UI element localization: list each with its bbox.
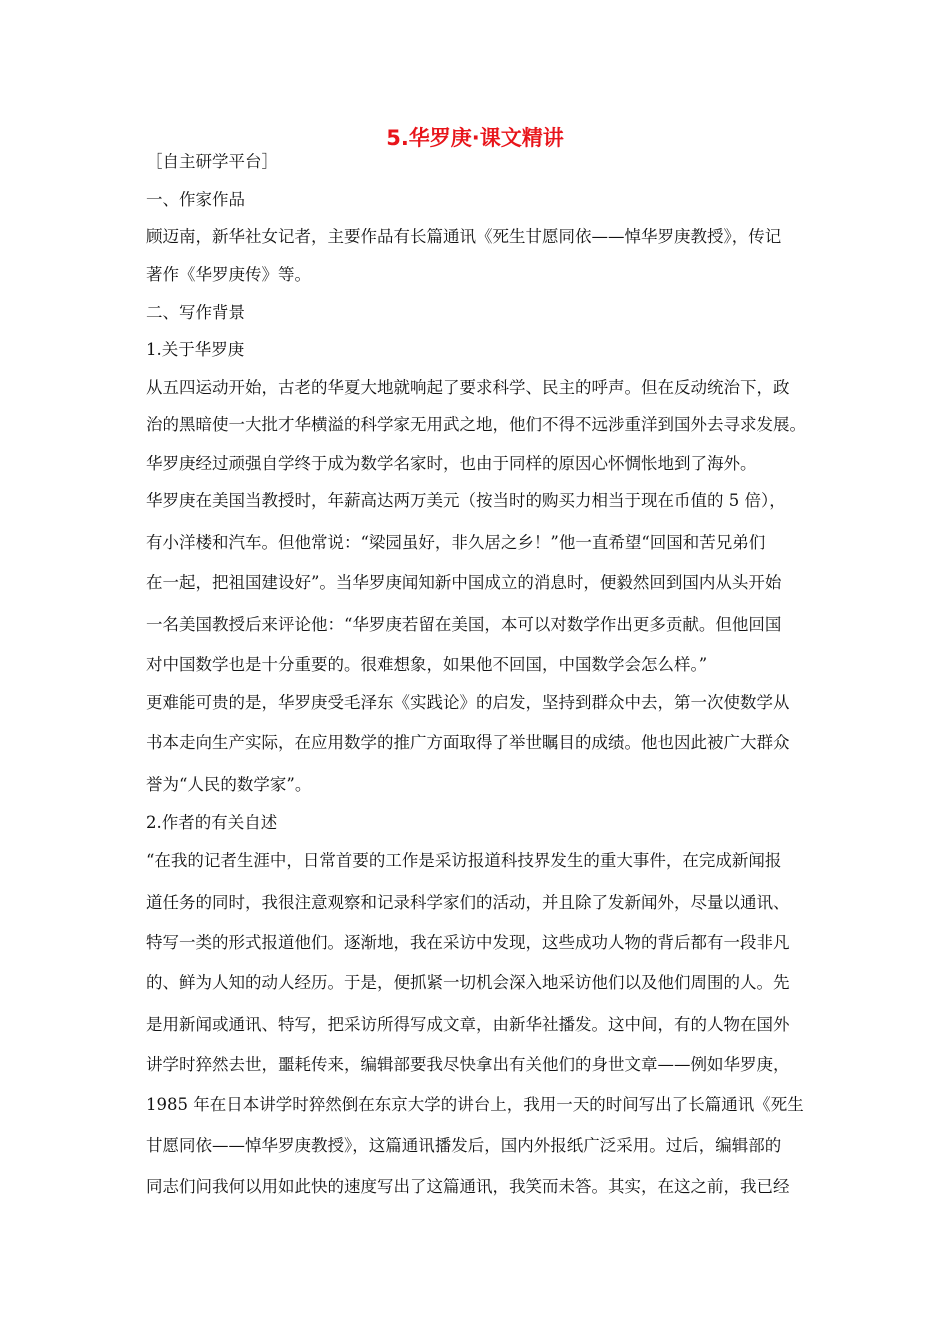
- subheading: 1.关于华罗庚: [146, 340, 245, 359]
- body-line: 华罗庚经过顽强自学终于成为数学名家时，也由于同样的原因心怀惆怅地到了海外。: [146, 454, 757, 473]
- body-line: 治的黑暗使一大批才华横溢的科学家无用武之地，他们不得不远涉重洋到国外去寻求发展。: [146, 415, 806, 434]
- body-line: 1985 年在日本讲学时猝然倒在东京大学的讲台上，我用一天的时间写出了长篇通讯《死生: [146, 1095, 804, 1114]
- subheading: 2.作者的有关自述: [146, 813, 278, 832]
- body-line: 对中国数学也是十分重要的。很难想象，如果他不回国，中国数学会怎么样。”: [146, 655, 708, 674]
- body-line: 道任务的同时，我很注意观察和记录科学家们的活动，并且除了发新闻外，尽量以通讯、: [146, 893, 790, 912]
- body-line: 顾迈南，新华社女记者，主要作品有长篇通讯《死生甘愿同依——悼华罗庚教授》，传记: [146, 227, 782, 246]
- body-line: 在一起，把祖国建设好”。当华罗庚闻知新中国成立的消息时，便毅然回到国内从头开始: [146, 573, 782, 592]
- body-line: 更难能可贵的是，华罗庚受毛泽东《实践论》的启发，坚持到群众中去，第一次使数学从: [146, 693, 790, 712]
- body-line: 书本走向生产实际，在应用数学的推广方面取得了举世瞩目的成绩。他也因此被广大群众: [146, 733, 790, 752]
- document-title: 5.华罗庚·课文精讲: [386, 126, 564, 150]
- body-line: “在我的记者生涯中，日常首要的工作是采访报道科技界发生的重大事件，在完成新闻报: [146, 851, 782, 870]
- body-line: 誉为“人民的数学家”。: [146, 775, 312, 794]
- body-line: 是用新闻或通讯、特写，把采访所得写成文章，由新华社播发。这中间，有的人物在国外: [146, 1015, 790, 1034]
- heading: 一、作家作品: [146, 190, 245, 209]
- section-label: ［自主研学平台］: [146, 152, 278, 171]
- body-line: 从五四运动开始，古老的华夏大地就响起了要求科学、民主的呼声。但在反动统治下，政: [146, 378, 790, 397]
- body-line: 著作《华罗庚传》等。: [146, 265, 311, 284]
- body-line: 有小洋楼和汽车。但他常说：“梁园虽好，非久居之乡！”他一直希望“回国和苦兄弟们: [146, 533, 766, 552]
- body-line: 讲学时猝然去世，噩耗传来，编辑部要我尽快拿出有关他们的身世文章——例如华罗庚，: [146, 1055, 790, 1074]
- heading: 二、写作背景: [146, 303, 245, 322]
- body-line: 甘愿同依——悼华罗庚教授》，这篇通讯播发后，国内外报纸广泛采用。过后，编辑部的: [146, 1136, 782, 1155]
- body-line: 华罗庚在美国当教授时，年薪高达两万美元（按当时的购买力相当于现在币值的 5 倍），: [146, 491, 786, 510]
- body-line: 特写一类的形式报道他们。逐渐地，我在采访中发现，这些成功人物的背后都有一段非凡: [146, 933, 790, 952]
- body-line: 的、鲜为人知的动人经历。于是，便抓紧一切机会深入地采访他们以及他们周围的人。先: [146, 973, 790, 992]
- body-line: 同志们问我何以用如此快的速度写出了这篇通讯，我笑而未答。其实，在这之前，我已经: [146, 1177, 790, 1196]
- body-line: 一名美国教授后来评论他：“华罗庚若留在美国，本可以对数学作出更多贡献。但他回国: [146, 615, 782, 634]
